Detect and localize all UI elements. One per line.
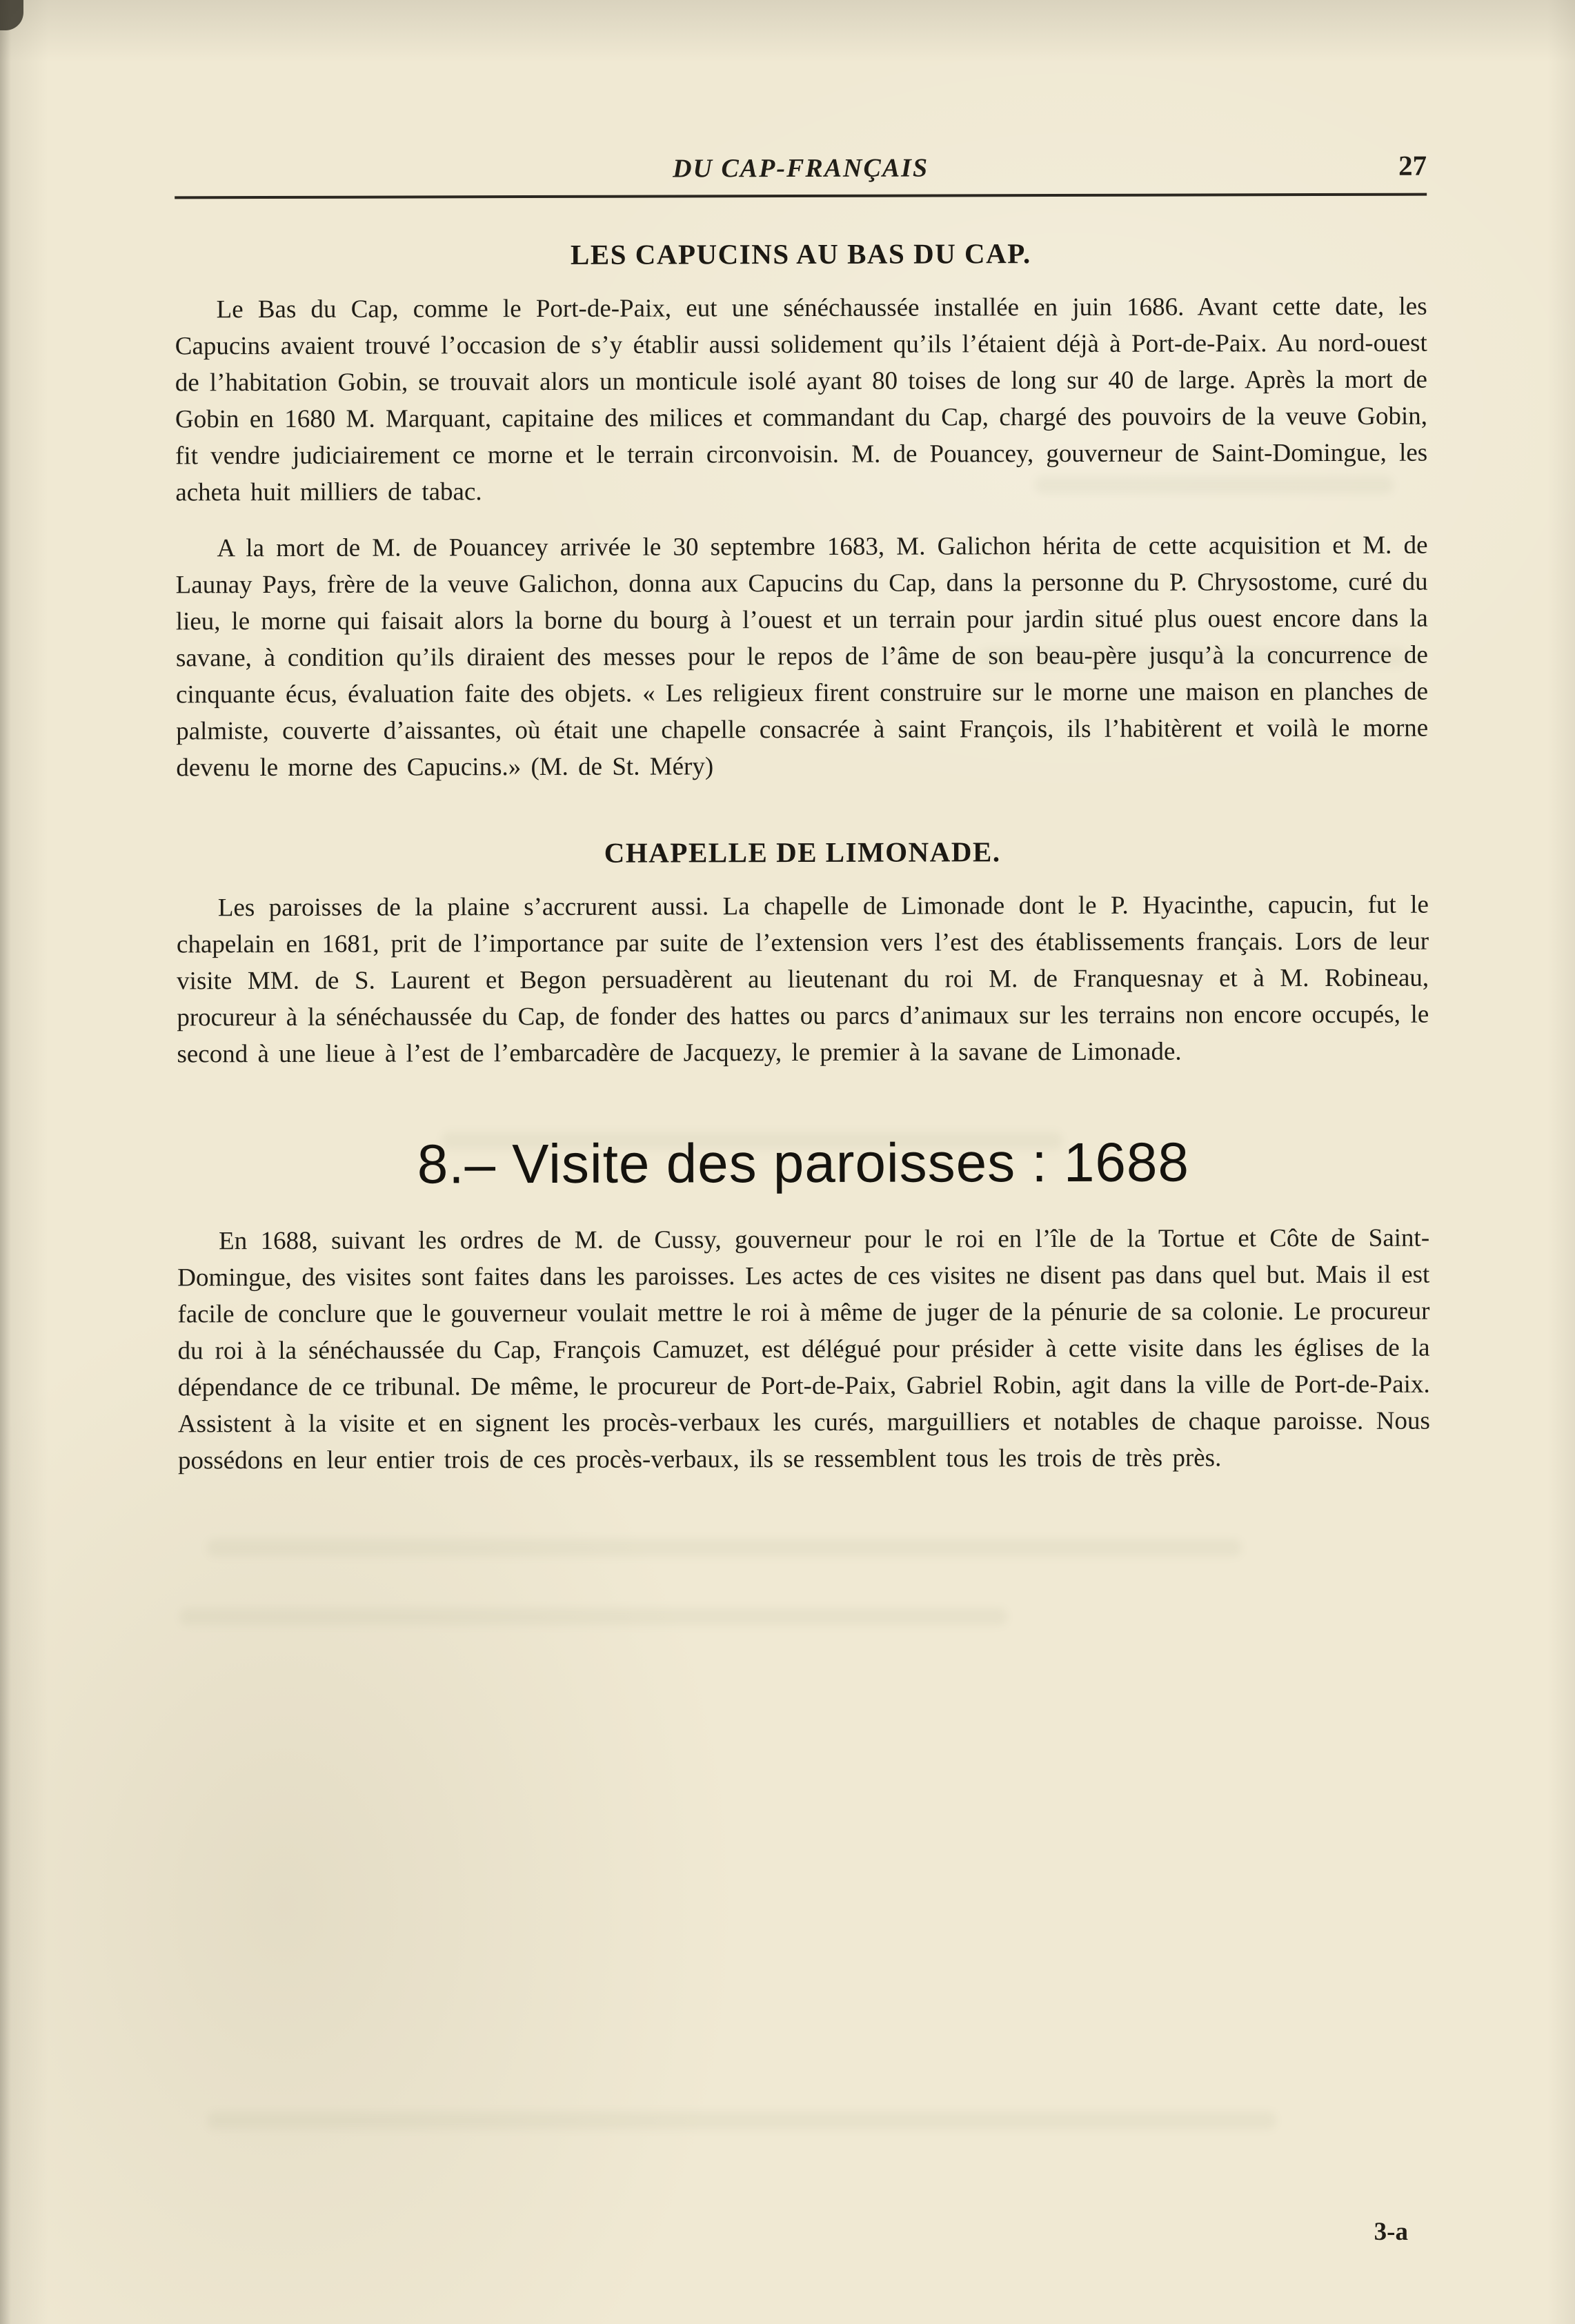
running-head	[175, 149, 1427, 186]
signature-mark: 3-a	[1374, 2218, 1408, 2246]
chapter-heading-visite-paroisses: 8.– Visite des paroisses : 1688	[417, 1131, 1190, 1195]
section-heading-limonade: CHAPELLE DE LIMONADE.	[604, 836, 1001, 869]
running-header-title: DU CAP-FRANÇAIS	[672, 153, 929, 184]
running-head-spacer	[175, 177, 673, 178]
section-heading-capucins: LES CAPUCINS AU BAS DU CAP.	[570, 237, 1031, 270]
page-number: 27	[1398, 149, 1427, 181]
paragraph-capucins-2: A la mort de M. de Pouancey arrivée le 30 septembre 1683, M. Galichon hérita de cette acquisition et M. de Launay Pays, frère de la veuve Galichon, donna aux Capucins du Cap, dans la personne du P. Chrysostome, curé du lieu, le morne qui faisait alors la borne du bourg à l’ouest et un terrain pour jardin situé plus ouest encore dans la savane, à condition qu’ils diraient des messes pour le repos de l’âme de son beau-père jusqu’à la concurrence de cinquante écus, évaluation faite des objets. « Les religieux firent construire sur le morne une maison en planches de palmiste, couverte d’aissantes, où était une chapelle consacrée à saint François, ils l’habitèrent et voilà le morne devenu le morne des Capucins.» (M. de St. Méry)	[175, 531, 1429, 782]
header-rule	[175, 193, 1427, 199]
paragraph-capucins-1: Le Bas du Cap, comme le Port-de-Paix, eut une sénéchaussée installée en juin 1686. Avant cette date, les Capucins avaient trouvé l’occasion de s’y établir aussi solidement qu’ils l’étaient déjà à Port-de-Paix. Au nord-ouest de l’habitation Gobin, se trouvait alors un monticule isolé ayant 80 toises de long sur 40 de large. Après la mort de Gobin en 1680 M. Marquant, capitaine des milices et commandant du Cap, chargé des pouvoirs de la veuve Gobin, fit vendre judiciairement ce morne et le terrain circonvoisin. M. de Pouancey, gouverneur de Saint-Domingue, les acheta huit milliers de tabac.	[175, 292, 1428, 507]
paragraph-limonade-1: Les paroisses de la plaine s’accrurent aussi. La chapelle de Limonade dont le P. Hyacinthe, capucin, fut le chapelain en 1681, prit de l’importance par suite de l’extension vers l’est des établissements français. Lors de leur visite MM. de S. Laurent et Begon persuadèrent au lieutenant du roi M. de Franquesnay et à M. Robineau, procureur à la sénéchaussée du Cap, de fonder des hattes ou parcs d’animaux sur les terrains non encore occupés, le second à une lieue à l’est de l’embarcadère de Jacquezy, le premier à la savane de Limonade.	[176, 890, 1429, 1069]
page-content	[175, 149, 1430, 1479]
paragraph-visite-1: En 1688, suivant les ordres de M. de Cussy, gouverneur pour le roi en l’île de la Tortue et Côte de Saint-Domingue, des visites sont faites dans les paroisses. Les actes de ces visites ne disent pas dans quel but. Mais il est facile de conclure que le gouverneur voulait mettre le roi à même de juger de la pénurie de sa colonie. Le procureur du roi à la sénéchaussée du Cap, François Camuzet, est délégué pour présider à cette visite dans les églises de la dépendance de ce tribunal. De même, le procureur de Port-de-Paix, Gabriel Robin, agit dans la ville de Port-de-Paix. Assistent à la visite et en signent les procès-verbaux les curés, marguilliers et notables de chaque paroisse. Nous possédons en leur entier trois de ces procès-verbaux, ils se ressemblent tous les trois de très près.	[177, 1223, 1430, 1475]
